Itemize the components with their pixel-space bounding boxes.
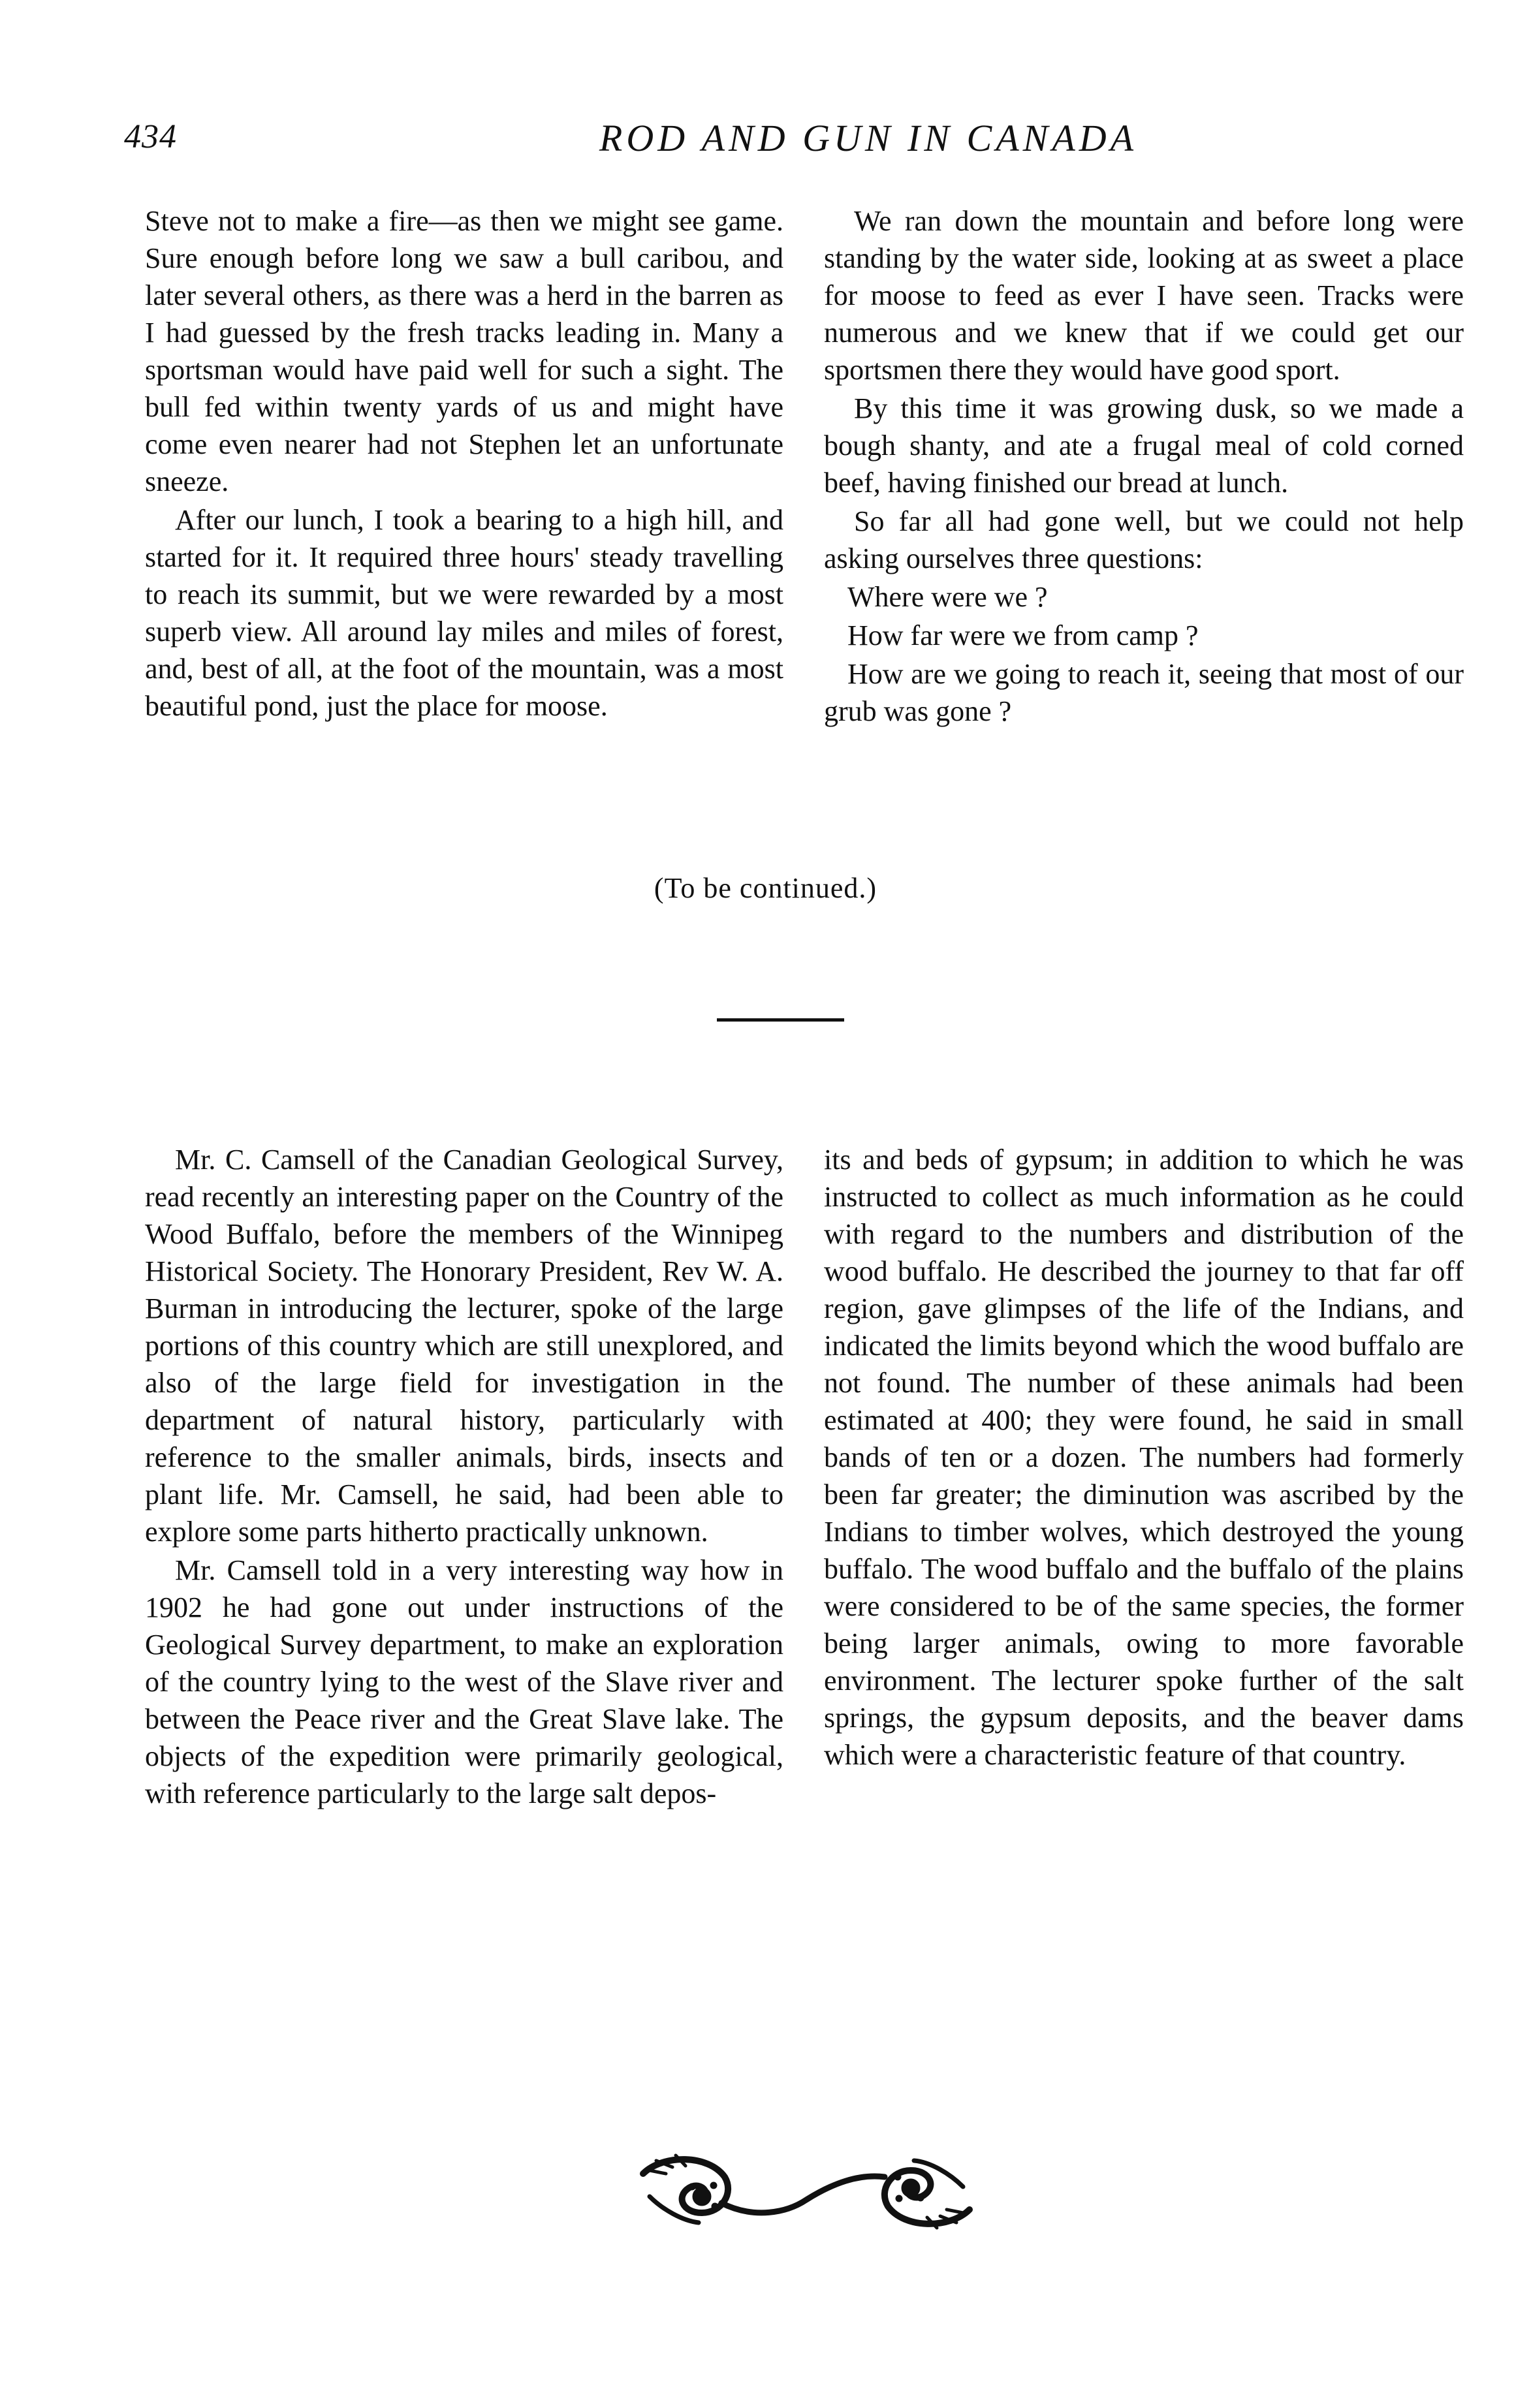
- article2-left-column: [145, 1141, 783, 1813]
- section-divider-rule: [717, 1018, 844, 1022]
- paragraph: its and beds of gypsum; in addition to which he was instructed to collect as much information as he could with regard to the numbers and distribution of the wood buffalo. He described the journey to that far off region, gave glimpses of the life of the Indians, and indicated the limits beyond which the wood buffalo are not found. The number of these animals had been estimated at 400; they were found, he said in small bands of ten or a dozen. The numbers had formerly been far greater; the diminution was ascribed by the Indians to timber wolves, which destroyed the young buffalo. The wood buffalo and the buffalo of the plains were considered to be of the same species, the former being larger animals, owing to more favorable environment. The lecturer spoke further of the salt springs, the gypsum deposits, and the beaver dams which were a characteristic feature of that country.: [824, 1144, 1464, 1771]
- question: How far were we from camp ?: [847, 619, 1199, 651]
- question: Where were we ?: [847, 581, 1048, 613]
- to-be-continued: (To be continued.): [654, 872, 877, 904]
- article1-left-column: [145, 202, 783, 726]
- article1-right-column: [824, 202, 1464, 731]
- paragraph: Mr. Camsell told in a very interesting way how in 1902 he had gone out under instructions of the Geological Survey department, to make an exploration of the country lying to the west of the Slave river and between the Peace river and the Great Slave lake. The objects of the expedition were primarily geological, with reference particularly to the large salt depos-: [145, 1554, 783, 1809]
- article2-right-column: [824, 1141, 1464, 1775]
- paragraph: We ran down the mountain and before long were standing by the water side, looking at as sweet a place for moose to feed as ever I have seen. Tracks were numerous and we knew that if we could get our sportsmen there they would have good sport.: [824, 205, 1464, 386]
- paragraph: So far all had gone well, but we could not help asking ourselves three questions:: [824, 505, 1464, 574]
- paragraph: Steve not to make a fire—as then we might see game. Sure enough before long we saw a bull caribou, and later several others, as there was a herd in the barren as I had guessed by the fresh tracks leading in. Many a sportsman would have paid well for such a sight. The bull fed within twenty yards of us and might have come even nearer had not Stephen let an unfortunate sneeze.: [145, 205, 783, 497]
- paragraph: By this time it was growing dusk, so we made a bough shanty, and ate a frugal meal of cold corned beef, having finished our bread at lunch.: [824, 392, 1464, 499]
- floral-scroll-ornament-icon: [637, 2148, 976, 2236]
- paragraph: Mr. C. Camsell of the Canadian Geological Survey, read recently an interesting paper on the Country of the Wood Buffalo, before the members of the Winnipeg Historical Society. The Honorary President, Rev W. A. Burman in introducing the lecturer, spoke of the large portions of this country which are still unexplored, and also of the large field for investigation in the department of natural history, particularly with reference to the smaller animals, birds, insects and plant life. Mr. Camsell, he said, had been able to explore some parts hitherto practically unknown.: [145, 1144, 783, 1548]
- page-number: 434: [124, 118, 177, 155]
- paragraph: After our lunch, I took a bearing to a high hill, and started for it. It required three hours' steady travelling to reach its summit, but we were rewarded by a most superb view. All around lay miles and miles of forest, and, best of all, at the foot of the mountain, was a most beautiful pond, just the place for moose.: [145, 504, 783, 722]
- running-head: ROD AND GUN IN CANADA: [599, 117, 1138, 159]
- question: How are we going to reach it, seeing that most of our grub was gone ?: [824, 658, 1464, 727]
